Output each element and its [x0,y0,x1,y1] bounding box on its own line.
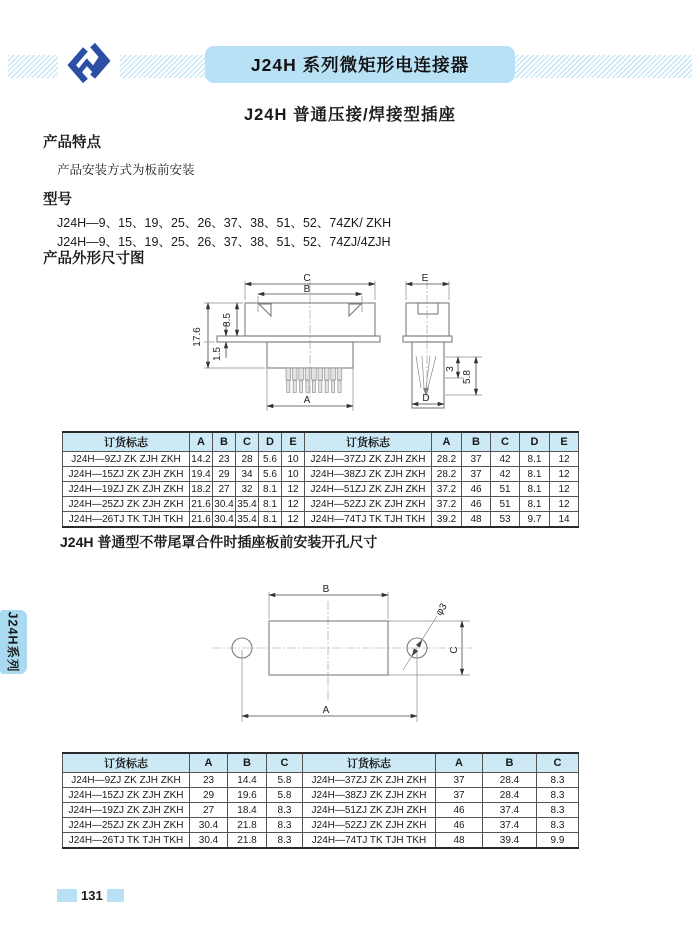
cell-c: 35.4 [237,498,257,510]
cell-b2: 48 [462,512,491,528]
cell-a: 23 [190,773,228,788]
col-B: B [228,753,267,773]
cell-b2: 37 [462,467,491,482]
contact-pins [286,368,342,393]
col-E: E [282,432,305,452]
cell-b2: 28.4 [483,788,537,803]
cell-b2: 46 [462,497,491,512]
cell-c2: 8.3 [537,803,579,818]
cell-d: 5.6 [259,452,282,467]
col-order-mark-2: 订货标志 [303,753,436,773]
cell-a: 27 [190,803,228,818]
model-line-1: J24H—9、15、19、25、26、37、38、51、52、74ZK/ ZKH [57,216,392,230]
dim-label-C: C [303,273,311,284]
cell-a2: 28.2 [432,467,462,482]
cell-order-mark: J24H—9ZJ ZK ZJH ZKH [63,452,190,467]
cell-c: 8.3 [267,803,303,818]
col-order-mark: 订货标志 [63,753,190,773]
cell-order-mark-2: J24H—37ZJ ZK ZJH ZKH [303,773,436,788]
table-row [63,833,579,849]
table-row [63,497,579,512]
cell-c2: 42 [491,452,520,467]
dim-label-hole-diameter: φ3 [434,601,450,618]
cell-a: 30.4 [190,818,228,833]
cell-d2: 9.7 [520,512,550,528]
cell-order-mark-2: J24H—52ZJ ZK ZJH ZKH [305,497,432,512]
cell-e2: 12 [550,452,579,467]
cell-b: 18.4 [228,803,267,818]
cell-order-mark: J24H—19ZJ ZK ZJH ZKH [63,482,190,497]
cell-order-mark-2: J24H—51ZJ ZK ZJH ZKH [303,803,436,818]
cell-c2: 9.9 [537,833,579,849]
outline-dimension-drawing [185,268,505,430]
outline-dimension-table [62,431,579,528]
cell-order-mark-2: J24H—74TJ TK TJH TKH [305,512,432,528]
outline-section-heading: 产品外形尺寸图 [43,251,145,267]
dim-label-A: A [322,705,330,716]
cell-a2: 39.2 [432,512,462,528]
model-line-2: J24H—9、15、19、25、26、37、38、51、52、74ZJ/4ZJH [57,235,391,249]
cell-a: 19.4 [191,468,211,480]
cell-order-mark: J24H—25ZJ ZK ZJH ZKH [63,818,190,833]
cell-b: 27 [213,482,236,497]
cell-a2: 46 [436,818,483,833]
col-C-2: C [491,432,520,452]
cell-e: 10 [282,452,305,467]
cell-c2: 8.3 [537,788,579,803]
col-C: C [267,753,303,773]
col-A-2: A [432,432,462,452]
col-A-2: A [436,753,483,773]
cell-a2: 37 [436,773,483,788]
cell-d: 8.1 [259,512,282,528]
cell-a2: 37.2 [432,482,462,497]
cell-a: 21.6 [190,512,213,528]
series-title-banner [205,46,515,83]
page-number: 131 [81,888,103,903]
cell-d2: 8.1 [520,482,550,497]
models-heading: 型号 [43,192,72,208]
cell-order-mark-2: J24H—51ZJ ZK ZJH ZKH [305,482,432,497]
front-view [192,273,380,411]
cell-a2: 48 [436,833,483,849]
cell-c: 5.8 [267,788,303,803]
outline-table-container [62,431,579,528]
cell-c: 34 [236,467,259,482]
dim-label-5-8: 5.8 [462,370,473,384]
cell-b2: 37.4 [483,803,537,818]
table-row [63,482,579,497]
cell-b: 30.4 [213,512,236,528]
page-title: J24H 普通压接/焊接型插座 [243,106,457,124]
cell-c: 5.8 [267,773,303,788]
col-C-2: C [537,753,579,773]
sidebar-series-tab-label: J24H系列 [5,611,20,673]
col-D: D [259,432,282,452]
dim-label-1-5: 1.5 [212,347,223,361]
opening-section-heading: J24H 普通型不带尾罩合件时插座板前安装开孔尺寸 [60,534,378,550]
cell-e: 12 [282,497,305,512]
cell-c2: 51 [491,497,520,512]
col-A: A [190,432,213,452]
cell-c: 8.3 [267,833,303,849]
cell-b: 29 [213,467,236,482]
col-D-2: D [520,432,550,452]
cell-c: 28 [236,452,259,467]
footer [57,888,124,903]
cell-c: 8.3 [267,818,303,833]
table-row [63,803,579,818]
cell-a2: 37.2 [432,497,462,512]
cell-order-mark: J24H—19ZJ ZK ZJH ZKH [63,803,190,818]
cell-c: 32 [236,482,259,497]
cell-b: 19.6 [228,788,267,803]
cell-b: 30.4 [214,498,234,510]
cell-c2: 51 [491,482,520,497]
opening-table-container [62,752,579,849]
cell-b: 21.8 [228,833,267,849]
cell-a: 14.2 [191,453,211,465]
dim-label-3: 3 [445,366,456,372]
cell-e: 12 [282,512,305,528]
col-order-mark-2: 订货标志 [305,432,432,452]
cell-c2: 8.3 [537,818,579,833]
features-text: 产品安装方式为板前安装 [57,163,195,177]
cell-e2: 12 [550,497,579,512]
col-E-2: E [550,432,579,452]
dim-label-B: B [322,584,330,595]
col-C: C [236,432,259,452]
cell-e2: 12 [550,482,579,497]
cell-d: 5.6 [259,467,282,482]
series-title: J24H 系列微矩形电连接器 [250,55,470,75]
dim-label-17-6: 17.6 [192,327,203,347]
col-A: A [190,753,228,773]
cell-order-mark-2: J24H—38ZJ ZK ZJH ZKH [303,788,436,803]
col-B: B [213,432,236,452]
col-B-2: B [483,753,537,773]
dim-label-8-5: 8.5 [222,313,233,327]
side-view [403,273,482,408]
cell-b2: 46 [462,482,491,497]
table-row [63,773,579,788]
cell-b: 23 [213,452,236,467]
cell-a: 29 [190,788,228,803]
outline-table-header-row [63,432,579,452]
cell-d2: 8.1 [520,452,550,467]
table-row [63,788,579,803]
cell-b: 14.4 [228,773,267,788]
cell-a2: 46 [436,803,483,818]
opening-table-header-row [63,753,579,773]
cell-b2: 28.4 [483,773,537,788]
cell-order-mark-2: J24H—74TJ TK TJH TKH [303,833,436,849]
dim-label-C: C [449,646,460,654]
cell-c2: 53 [491,512,520,528]
angle-brackets-zigzag-logo-icon [66,37,112,89]
cell-d2: 8.1 [520,467,550,482]
cell-order-mark: J24H—9ZJ ZK ZJH ZKH [63,773,190,788]
footer-accent-block-right [107,889,124,902]
cell-d2: 8.1 [520,497,550,512]
cell-a: 18.2 [191,483,211,495]
table-row [63,818,579,833]
cell-c2: 8.3 [537,773,579,788]
cell-e: 10 [282,467,305,482]
cell-e2: 12 [550,467,579,482]
table-row [63,512,579,528]
cell-a: 21.6 [191,498,211,510]
cell-order-mark-2: J24H—52ZJ ZK ZJH ZKH [303,818,436,833]
col-order-mark: 订货标志 [63,432,190,452]
dim-label-A: A [303,395,311,406]
cell-order-mark: J24H—15ZJ ZK ZJH ZKH [63,467,190,482]
cell-c: 35.4 [236,512,259,528]
table-row [63,452,579,467]
cell-b2: 39.4 [483,833,537,849]
cell-b: 21.8 [228,818,267,833]
cell-order-mark: J24H—25ZJ ZK ZJH ZKH [63,497,190,512]
cell-b2: 37.4 [483,818,537,833]
cell-b2: 37 [462,452,491,467]
sidebar-series-tab [0,610,27,674]
cell-order-mark: J24H—26TJ TK TJH TKH [63,833,190,849]
dim-label-E: E [421,273,429,284]
cell-order-mark-2: J24H—37ZJ ZK ZJH ZKH [305,452,432,467]
cell-order-mark: J24H—15ZJ ZK ZJH ZKH [63,788,190,803]
cell-e: 12 [282,482,305,497]
brand-logo [58,33,120,93]
cell-a2: 28.2 [432,452,462,467]
cell-d: 8.1 [259,497,282,512]
cell-c2: 42 [491,467,520,482]
dim-label-B: B [303,284,311,295]
table-row [63,467,579,482]
cell-d: 8.1 [259,482,282,497]
footer-accent-block-left [57,889,77,902]
features-heading: 产品特点 [43,135,101,151]
panel-opening-drawing [185,583,500,738]
cell-order-mark-2: J24H—38ZJ ZK ZJH ZKH [305,467,432,482]
cell-order-mark: J24H—26TJ TK TJH TKH [63,512,190,528]
cell-a2: 37 [436,788,483,803]
dim-label-D: D [422,393,430,404]
cell-a: 30.4 [190,833,228,849]
cell-e2: 14 [550,512,579,528]
col-B-2: B [462,432,491,452]
opening-dimension-table [62,752,579,849]
